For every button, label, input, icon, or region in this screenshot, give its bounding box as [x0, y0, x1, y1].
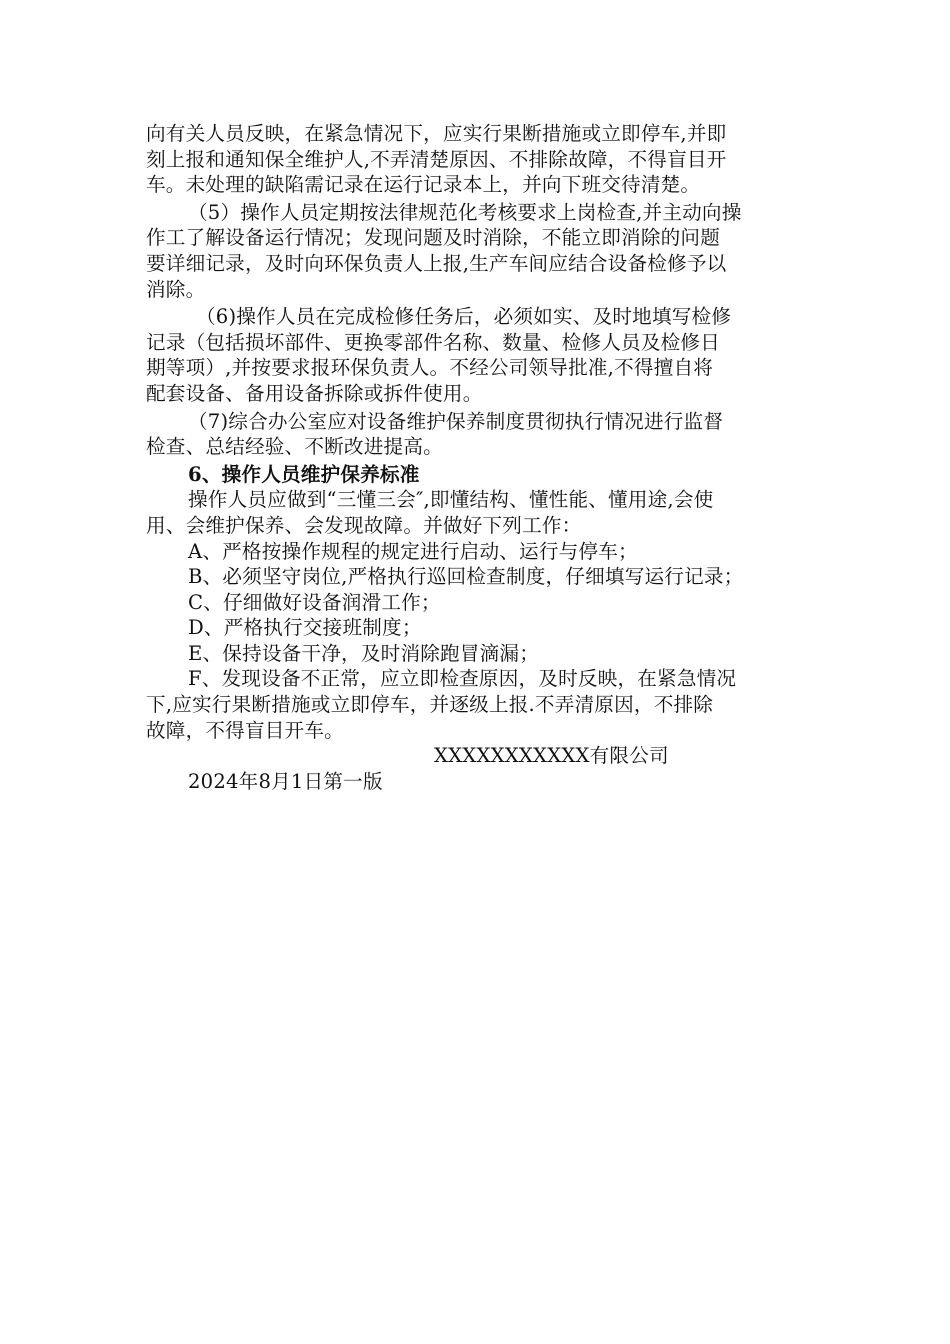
text-line: （5）操作人员定期按法律规范化考核要求上岗检查,并主动向操: [188, 200, 742, 224]
list-item-a: A、严格按操作规程的规定进行启动、运行与停车；: [188, 539, 638, 563]
document-date: 2024年8月1日第一版: [188, 769, 383, 793]
text-line: 作工了解设备运行情况；发现问题及时消除，不能立即消除的问题: [146, 226, 721, 250]
text-line: 用、会维护保养、会发现故障。并做好下列工作：: [146, 513, 582, 537]
list-item-c: C、仔细做好设备润滑工作；: [188, 590, 441, 614]
list-item-b: B、必须坚守岗位,严格执行巡回检查制度，仔细填写运行记录；: [188, 565, 744, 589]
text-line: 期等项）,并按要求报环保负责人。不经公司领导批准,不得擅自将: [146, 356, 714, 380]
text-line: 消除。: [146, 277, 206, 301]
text-line: 要详细记录，及时向环保负责人上报,生产车间应结合设备检修予以: [146, 251, 727, 275]
section-heading: 6、操作人员维护保养标准: [188, 462, 420, 486]
text-line: 配套设备、备用设备拆除或拆件使用。: [146, 381, 483, 405]
company-name: XXXXXXXXXXX有限公司: [434, 744, 669, 768]
list-item-f: F、发现设备不正常，应立即检查原因，及时反映，在紧急情况: [188, 667, 737, 691]
text-line: 车。未处理的缺陷需记录在运行记录本上，并向下班交待清楚。: [146, 173, 701, 197]
text-line: （6)操作人员在完成检修任务后，必须如实、及时地填写检修: [196, 305, 732, 329]
text-line: （7)综合办公室应对设备维护保养制度贯彻执行情况进行监督: [188, 409, 724, 433]
text-line: 向有关人员反映，在紧急情况下，应实行果断措施或立即停车,并即: [146, 122, 727, 145]
text-line: 下,应实行果断措施或立即停车，并逐级上报.不弄清原因，不排除: [146, 693, 714, 717]
text-line: 检查、总结经验、不断改进提高。: [146, 435, 443, 459]
list-item-d: D、严格执行交接班制度；: [188, 616, 422, 640]
text-line: 操作人员应做到“三懂三会″,即懂结构、懂性能、懂用途,会使: [188, 488, 714, 512]
document-body: [146, 121, 808, 794]
text-line: 记录（包括损坏部件、更换零部件名称、数量、检修人员及检修日: [146, 330, 721, 354]
text-line: 刻上报和通知保全维护人,不弄清楚原因、不排除故障，不得盲目开: [146, 147, 727, 171]
list-item-e: E、保持设备干净，及时消除跑冒滴漏；: [188, 641, 539, 665]
text-line: 故障，不得盲目开车。: [146, 718, 344, 742]
